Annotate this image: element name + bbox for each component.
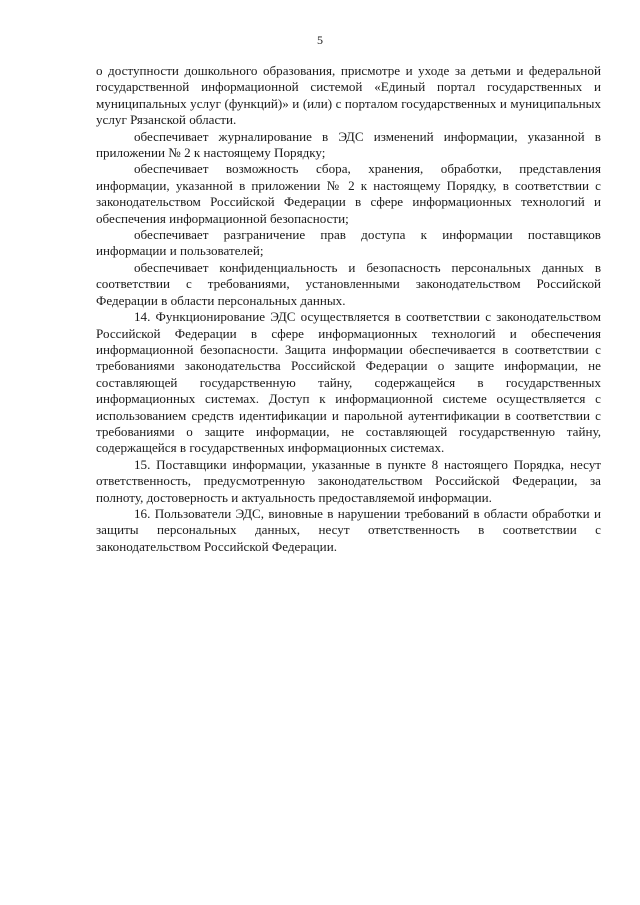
paragraph-item-16: 16. Пользователи ЭДС, виновные в нарушении требований в области обработки и защиты персональных данных, несут ответственность в соответствии с законодательством Российской Федерации. bbox=[96, 505, 601, 554]
paragraph-continuation: о доступности дошкольного образования, присмотре и уходе за детьми и федеральной государственной информационной системой «Единый портал государственных и муниципальных услуг (функций)» и (или) с порталом государственных и муниципальных услуг Рязанской области. bbox=[96, 63, 601, 128]
page-number: 5 bbox=[317, 33, 323, 47]
paragraph-item-14: 14. Функционирование ЭДС осуществляется в соответствии с законодательством Российской Федерации в сфере информационных технологий и обеспечения информационной безопасности. Защита информации обеспечивается в соответствии с требованиями законодательства Российской Федерации о защите информации, не составляющей государственную тайну, содержащейся в государственных информационных системах. Доступ к информационной системе осуществляется с использованием средств идентификации и парольной аутентификации в соответствии с требованиями о защите информации, не составляющей государственную тайну, содержащейся в государственных информационных системах. bbox=[96, 309, 601, 456]
paragraph-data-collection: обеспечивает возможность сбора, хранения, обработки, представления информации, указанной в приложении № 2 к настоящему Порядку, в соответствии с законодательством Российской Федерации в сфере информационных технологий и обеспечения информационной безопасности; bbox=[96, 161, 601, 226]
paragraph-access-rights: обеспечивает разграничение прав доступа к информации поставщиков информации и пользователей; bbox=[96, 227, 601, 259]
paragraph-confidentiality: обеспечивает конфиденциальность и безопасность персональных данных в соответствии с требованиями, установленными законодательством Российской Федерации в области персональных данных. bbox=[96, 259, 601, 308]
paragraph-journaling: обеспечивает журналирование в ЭДС изменений информации, указанной в приложении № 2 к настоящему Порядку; bbox=[96, 128, 601, 161]
document-body bbox=[96, 63, 601, 555]
paragraph-item-15: 15. Поставщики информации, указанные в пункте 8 настоящего Порядка, несут ответственность, предусмотренную законодательством Российской Федерации, за полноту, достоверность и актуальность предоставляемой информации. bbox=[96, 456, 601, 505]
